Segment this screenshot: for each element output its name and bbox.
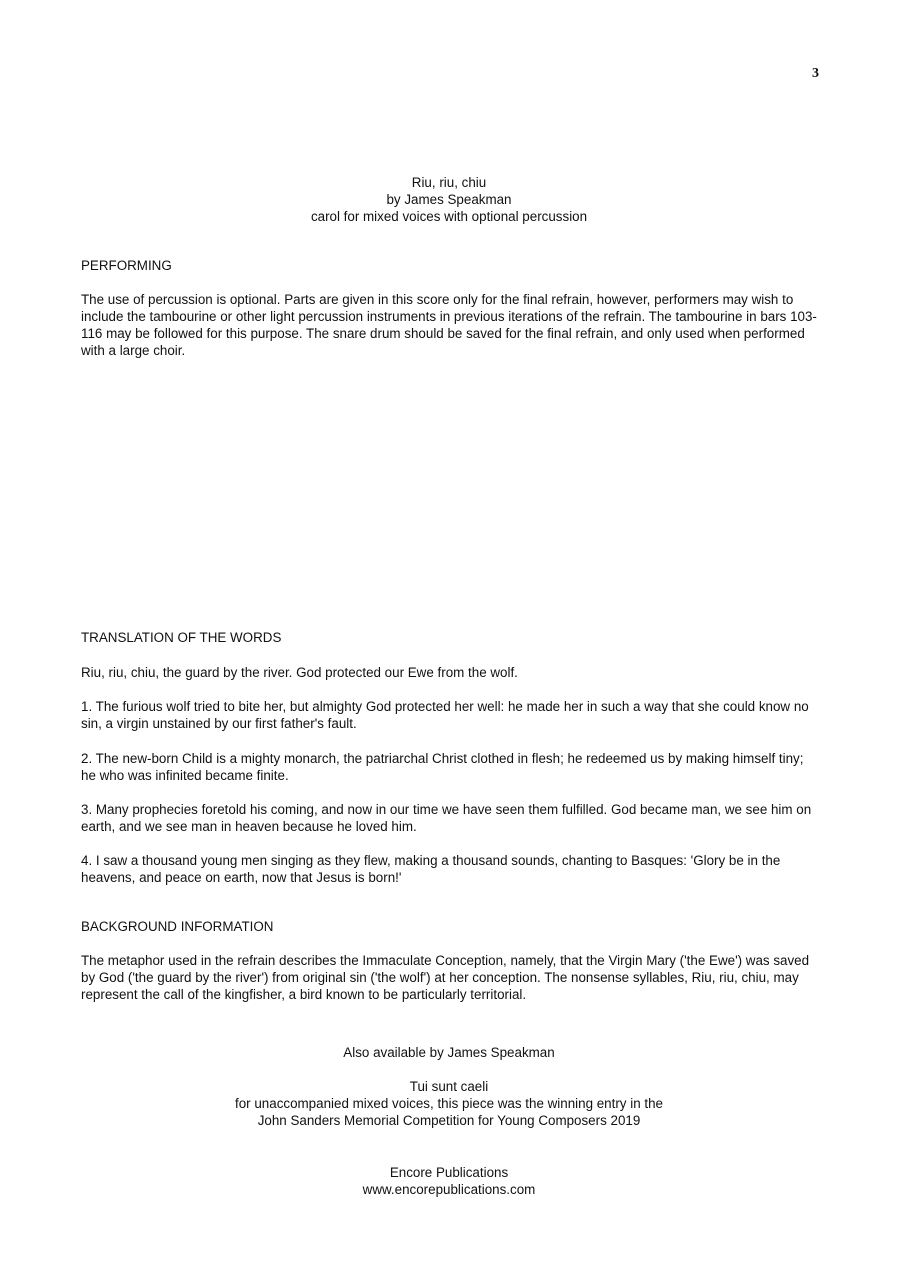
piece-title: Riu, riu, chiu bbox=[411, 175, 487, 190]
translation-refrain bbox=[81, 664, 817, 681]
title-block bbox=[81, 174, 817, 225]
translation-verse-1 bbox=[81, 698, 817, 732]
other-work-block bbox=[81, 1078, 817, 1129]
performing-heading: PERFORMING bbox=[81, 258, 172, 273]
translation-verse-4 bbox=[81, 852, 817, 886]
piece-subtitle: carol for mixed voices with optional percussion bbox=[310, 209, 588, 224]
background-paragraph: The metaphor used in the refrain describes the Immaculate Conception, namely, that the Virgin Mary ('the Ewe') was saved by God ('the guard by the river') from original sin ('the wolf') at her conception. The nonsense syllables, Riu, riu, chiu, may represent the call of the kingfisher, a bird known to be particularly territorial. bbox=[81, 953, 810, 1002]
performing-paragraph: The use of percussion is optional. Parts are given in this score only for the final refrain, however, performers may wish to include the tambourine or other light percussion instruments in previous iterations of the refrain. The tambourine in bars 103-116 may be followed for this purpose. The snare drum should be saved for the final refrain, and only used when performed with a large choir. bbox=[81, 292, 817, 358]
translation-verse-2 bbox=[81, 750, 817, 784]
verse-text: 4. I saw a thousand young men singing as they flew, making a thousand sounds, chanting to Basques: 'Glory be in the heavens, and peace on earth, now that Jesus is born!' bbox=[81, 853, 781, 885]
translation-verse-3 bbox=[81, 801, 817, 835]
verse-text: 2. The new-born Child is a mighty monarch, the patriarchal Christ clothed in flesh; he redeemed us by making himself tiny; he who was infinited became finite. bbox=[81, 751, 804, 783]
publisher-block bbox=[81, 1164, 817, 1198]
refrain-text: Riu, riu, chiu, the guard by the river. God protected our Ewe from the wolf. bbox=[81, 665, 518, 680]
translation-heading: TRANSLATION OF THE WORDS bbox=[81, 630, 282, 645]
verse-text: 3. Many prophecies foretold his coming, and now in our time we have seen them fulfilled. God became man, we see him on earth, and we see man in heaven because he loved him. bbox=[81, 802, 812, 834]
performing-section bbox=[81, 291, 817, 359]
other-work-title: Tui sunt caeli bbox=[409, 1079, 489, 1094]
publisher-name: Encore Publications bbox=[389, 1165, 509, 1180]
also-available-heading: Also available by James Speakman bbox=[343, 1045, 555, 1060]
also-available-block bbox=[81, 1044, 817, 1061]
other-work-description: for unaccompanied mixed voices, this piece was the winning entry in the bbox=[235, 1096, 663, 1111]
verse-text: 1. The furious wolf tried to bite her, but almighty God protected her well: he made her in such a way that she could know no sin, a virgin unstained by our first father's fault. bbox=[81, 699, 809, 731]
other-work-competition: John Sanders Memorial Competition for Young Composers 2019 bbox=[257, 1113, 641, 1128]
publisher-website[interactable]: www.encorepublications.com bbox=[362, 1182, 536, 1197]
composer-byline: by James Speakman bbox=[386, 192, 512, 207]
page-number: 3 bbox=[812, 66, 819, 81]
background-heading: BACKGROUND INFORMATION bbox=[81, 919, 274, 934]
background-section bbox=[81, 952, 817, 1003]
